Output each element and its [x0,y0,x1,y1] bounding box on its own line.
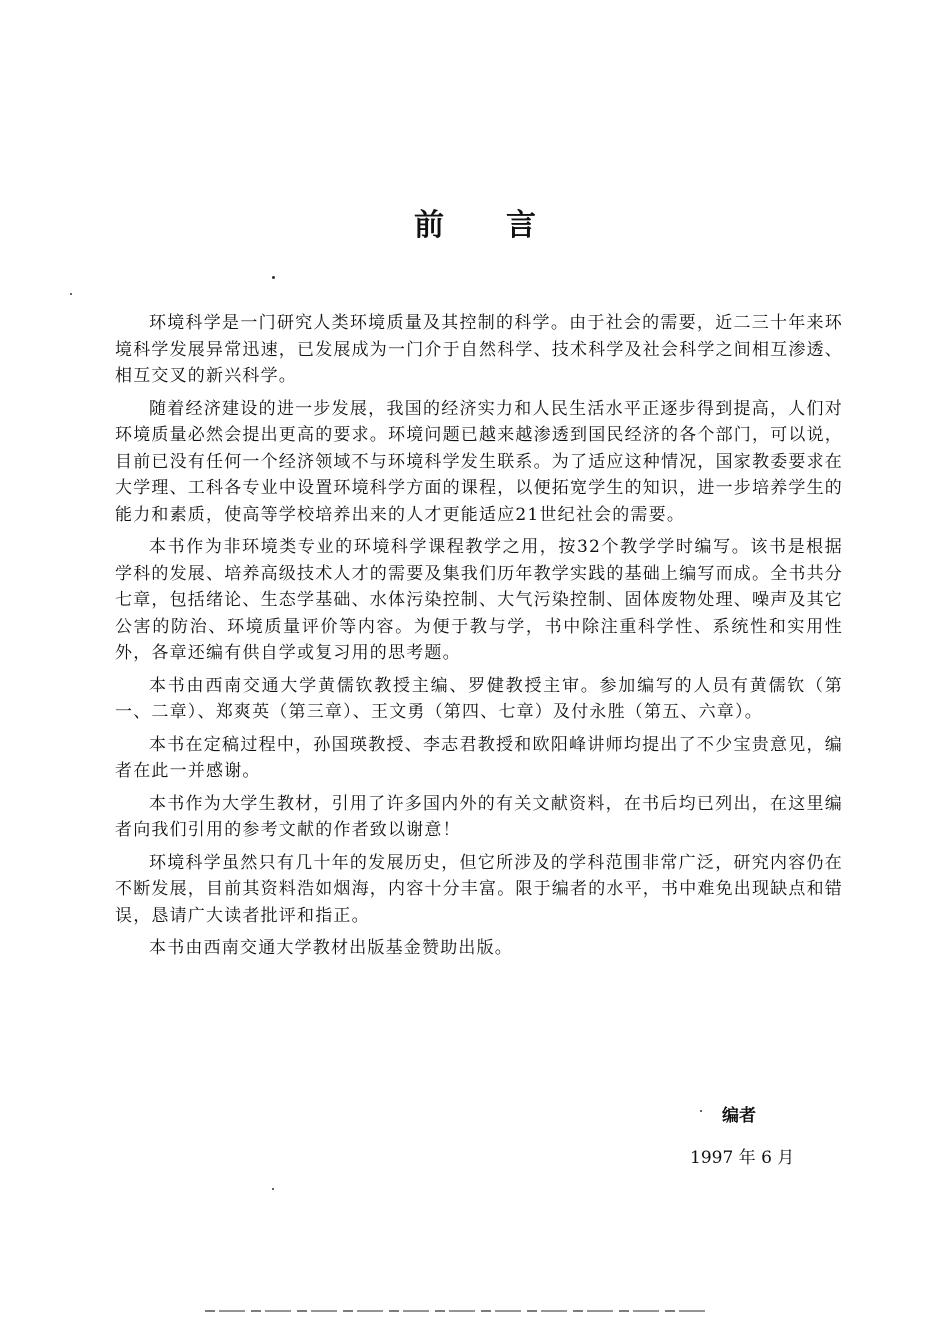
date-line: 1997 年 6 月 [690,1148,795,1168]
paragraph: 本书作为大学生教材，引用了许多国内外的有关文献资料，在书后均已列出，在这里编者向我们引用的参考文献的作者致以谢意！ [115,793,843,840]
paragraph: 本书作为非环境类专业的环境科学课程教学之用，按32个教学学时编写。该书是根据学科的发展、培养高级技术人才的需要及集我们历年教学实践的基础上编写而成。全书共分七章，包括绪论、生态学基础、水体污染控制、大气污染控制、固体废物处理、噪声及其它公害的防治、环境质量评价等内容。为便于教与学，书中除注重科学性、系统性和实用性外，各章还编有供自学或复习用的思考题。 [115,537,843,663]
page-title: 前言 [414,208,598,243]
scan-edge-line [205,1310,705,1312]
paragraph: 环境科学是一门研究人类环境质量及其控制的科学。由于社会的需要，近二三十年来环境科学发展异常迅速，已发展成为一门介于自然科学、技术科学及社会科学之间相互渗透、相互交叉的新兴科学。 [115,313,843,386]
paragraph: 本书在定稿过程中，孙国瑛教授、李志君教授和欧阳峰讲师均提出了不少宝贵意见，编者在此一并感谢。 [115,734,843,781]
scan-speck [272,1188,274,1190]
paragraph: 随着经济建设的进一步发展，我国的经济实力和人民生活水平正逐步得到提高，人们对环境质量必然会提出更高的要求。环境问题已越来越渗透到国民经济的各个部门，可以说，目前已没有任何一个经济领域不与环境科学发生联系。为了适应这种情况，国家教委要求在大学理、工科各专业中设置环境科学方面的课程，以便拓宽学生的知识，进一步培养学生的能力和素质，使高等学校培养出来的人才更能适应21世纪社会的需要。 [115,398,843,525]
scan-speck [700,1110,702,1112]
paragraph: 环境科学虽然只有几十年的发展历史，但它所涉及的学科范围非常广泛，研究内容仍在不断发展，目前其资料浩如烟海，内容十分丰富。限于编者的水平，书中难免出现缺点和错误，恳请广大读者批评和指正。 [115,852,843,926]
paragraph: 本书由西南交通大学黄儒钦教授主编、罗健教授主审。参加编写的人员有黄儒钦（第一、二章）、郑爽英（第三章）、王文勇（第四、七章）及付永胜（第五、六章）。 [115,675,843,722]
scan-speck [272,276,275,279]
paragraph: 本书由西南交通大学教材出版基金赞助出版。 [149,938,513,958]
author-signature: 编者 [722,1106,756,1126]
preface-body [115,310,843,968]
scan-speck [70,293,72,295]
